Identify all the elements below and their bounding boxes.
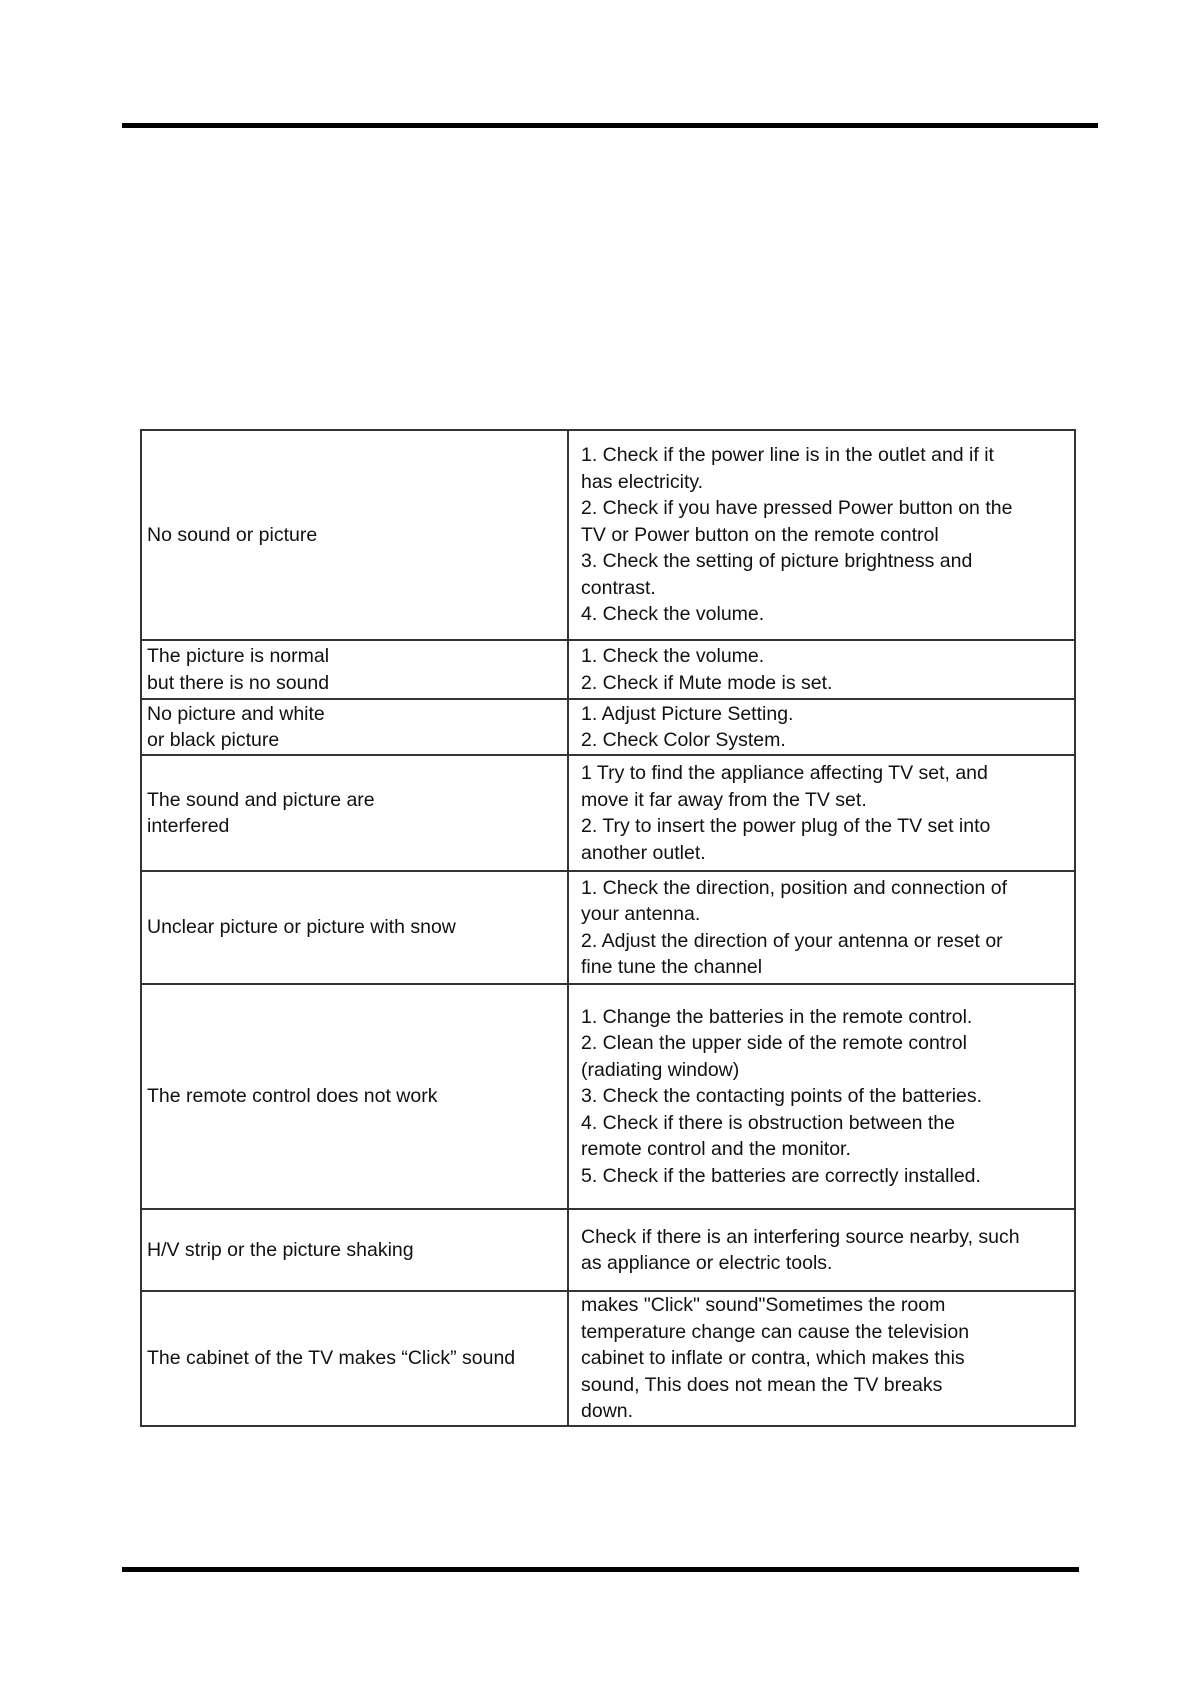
problem-text: H/V strip or the picture shaking [147, 1238, 414, 1261]
solution-line: 1. Adjust Picture Setting. [581, 702, 794, 725]
solution-line: as appliance or electric tools. [581, 1252, 833, 1274]
solution-line: 4. Check if there is obstruction between the [581, 1111, 955, 1134]
solution-line: contrast. [581, 576, 656, 599]
table-row [141, 871, 1075, 984]
table-row [141, 699, 1075, 755]
problem-text: No sound or picture [147, 523, 318, 546]
solution-line: move it far away from the TV set. [581, 788, 867, 811]
solution-line: cabinet to inflate or contra, which makes this [581, 1347, 965, 1369]
solution-line: makes "Click" sound"Sometimes the room [581, 1294, 946, 1316]
problem-cell [141, 430, 568, 640]
footer-rule [122, 1567, 1079, 1572]
solution-line: sound, This does not mean the TV breaks [581, 1373, 943, 1396]
solution-line: 2. Try to insert the power plug of the TV set into [581, 815, 991, 837]
problem-text: The picture is normal [147, 645, 330, 667]
solution-line: 1. Check if the power line is in the outlet and if it [581, 444, 994, 467]
solution-line: has electricity. [581, 470, 704, 493]
problem-text: The remote control does not work [147, 1085, 438, 1108]
problem-cell [141, 871, 568, 984]
problem-text: The cabinet of the TV makes “Click” sound [147, 1347, 516, 1369]
solution-line: 1. Check the volume. [581, 645, 765, 667]
solution-line: 4. Check the volume. [581, 603, 765, 626]
solution-line: 1. Check the direction, position and connection of [581, 876, 1008, 899]
table-row [141, 984, 1075, 1209]
problem-cell [141, 699, 568, 755]
solution-line: 3. Check the contacting points of the batteries. [581, 1085, 983, 1108]
solution-line: 3. Check the setting of picture brightness and [581, 550, 973, 573]
solution-line: temperature change can cause the television [581, 1320, 970, 1343]
problem-cell [141, 640, 568, 699]
solution-line: 1. Change the batteries in the remote control. [581, 1005, 973, 1028]
problem-text: interfered [147, 815, 230, 837]
solution-line: 2. Check if Mute mode is set. [581, 671, 833, 694]
solution-line: 2. Check Color System. [581, 729, 786, 751]
solution-cell [568, 1291, 1075, 1426]
solution-line: remote control and the monitor. [581, 1138, 851, 1161]
table-row [141, 1291, 1075, 1426]
troubleshooting-table [140, 429, 1076, 1427]
solution-line: 2. Check if you have pressed Power button on the [581, 497, 1013, 520]
solution-line: 5. Check if the batteries are correctly installed. [581, 1164, 981, 1187]
solution-line: 1 Try to find the appliance affecting TV set, and [581, 762, 988, 784]
table-row [141, 430, 1075, 640]
solution-cell [568, 640, 1075, 699]
solution-cell [568, 1209, 1075, 1291]
problem-cell [141, 984, 568, 1209]
solution-cell [568, 871, 1075, 984]
problem-cell [141, 1209, 568, 1291]
table-row [141, 1209, 1075, 1291]
problem-text: The sound and picture are [147, 788, 375, 811]
solution-line: 2. Clean the upper side of the remote control [581, 1032, 967, 1055]
header-rule [122, 123, 1098, 128]
solution-line: (radiating window) [581, 1058, 740, 1081]
solution-line: 2. Adjust the direction of your antenna or reset or [581, 929, 1003, 952]
solution-line: TV or Power button on the remote control [581, 523, 939, 546]
problem-cell [141, 755, 568, 871]
solution-line: fine tune the channel [581, 956, 763, 978]
table-row [141, 755, 1075, 871]
solution-cell [568, 755, 1075, 871]
solution-line: another outlet. [581, 841, 706, 864]
solution-cell [568, 430, 1075, 640]
problem-text: No picture and white [147, 702, 325, 725]
solution-line: your antenna. [581, 903, 701, 925]
solution-cell [568, 699, 1075, 755]
problem-text: Unclear picture or picture with snow [147, 916, 456, 939]
problem-text: or black picture [147, 729, 280, 751]
solution-cell [568, 984, 1075, 1209]
problem-text: but there is no sound [147, 671, 330, 694]
solution-line: Check if there is an interfering source nearby, such [581, 1225, 1020, 1248]
table-row [141, 640, 1075, 699]
problem-cell [141, 1291, 568, 1426]
solution-line: down. [581, 1400, 634, 1422]
